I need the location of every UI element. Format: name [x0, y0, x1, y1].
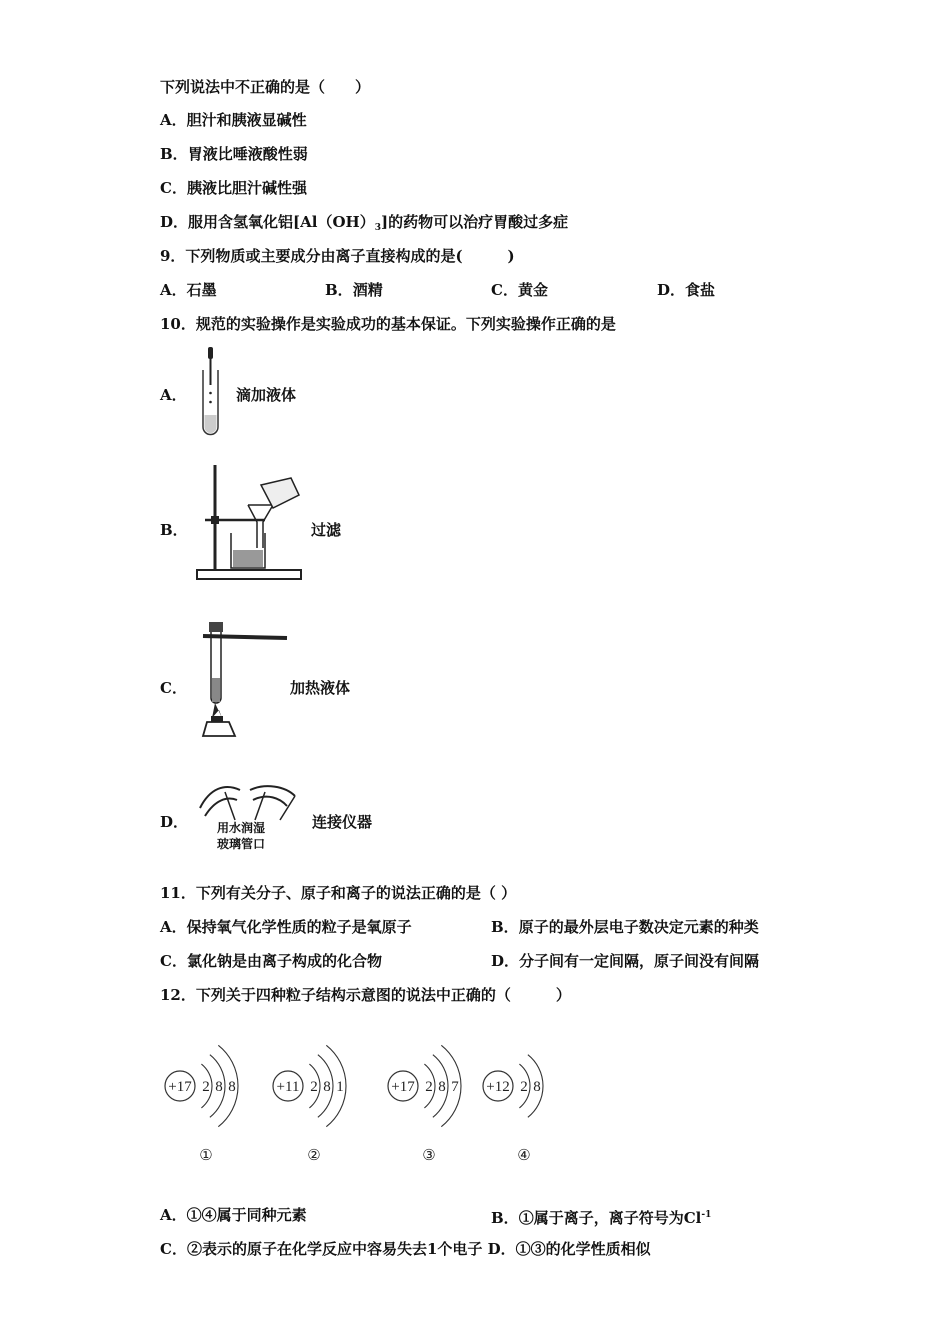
- superscript: -1: [701, 1210, 712, 1220]
- subscript: 3: [374, 223, 381, 233]
- connecting-tubes-icon: [195, 778, 305, 856]
- option-text: ①④属于同种元素: [186, 1206, 307, 1224]
- figure-caption: [217, 820, 265, 852]
- atom-diagram: [273, 1045, 346, 1164]
- q12-option-b[interactable]: [491, 1205, 711, 1228]
- electron-count: 2: [202, 1079, 210, 1095]
- diagram-number: ④: [517, 1148, 531, 1164]
- q10-option-a-text: 滴加液体: [236, 386, 297, 404]
- q11-option-c[interactable]: [160, 951, 382, 971]
- electron-count: 7: [451, 1079, 459, 1095]
- diagram-number: ②: [307, 1148, 321, 1164]
- option-text: 氯化钠是由离子构成的化合物: [186, 952, 382, 970]
- option-text: 胃液比唾液酸性弱: [187, 145, 308, 163]
- atom-diagram: [165, 1045, 238, 1164]
- option-label: C．: [160, 952, 187, 970]
- option-label: B．: [491, 918, 519, 936]
- option-text: ①③的化学性质相似: [515, 1240, 651, 1258]
- particle-structure-diagrams: [155, 1030, 575, 1170]
- option-label: D．: [491, 952, 520, 970]
- option-text: 胰液比胆汁碱性强: [186, 179, 307, 197]
- option-text: 胆汁和胰液显碱性: [186, 111, 307, 129]
- q12-option-cd[interactable]: [160, 1239, 651, 1259]
- q11-option-a[interactable]: [160, 917, 412, 937]
- option-label: D．: [160, 213, 189, 231]
- caption-line: 用水润湿: [217, 821, 266, 835]
- q11-option-d[interactable]: [491, 951, 759, 971]
- q10-option-d-text: 连接仪器: [312, 813, 373, 831]
- electron-count: 8: [533, 1079, 541, 1095]
- nucleus-charge: +17: [168, 1079, 192, 1095]
- q12-option-a[interactable]: [160, 1205, 307, 1225]
- q9-option-c[interactable]: [491, 280, 548, 300]
- q8-option-d[interactable]: [160, 212, 568, 238]
- q10-option-d-label[interactable]: D．: [160, 813, 189, 831]
- q10-option-a-label[interactable]: A．: [160, 386, 187, 404]
- q10-option-b-label[interactable]: B．: [160, 521, 188, 539]
- q8-option-b[interactable]: [160, 144, 308, 164]
- heating-test-tube-icon: [195, 618, 290, 743]
- option-label: D．: [487, 1240, 516, 1258]
- q8-stem: 下列说法中不正确的是（ ）: [160, 78, 371, 96]
- q12-stem: 12．下列关于四种粒子结构示意图的说法中正确的（ ）: [160, 986, 571, 1004]
- q10-option-c-label[interactable]: C．: [160, 679, 187, 697]
- option-text: 保持氧气化学性质的粒子是氧原子: [186, 918, 412, 936]
- option-text: ②表示的原子在化学反应中容易失去1个电子: [186, 1240, 483, 1258]
- electron-count: 8: [228, 1079, 236, 1095]
- option-label: C．: [160, 1240, 187, 1258]
- electron-count: 2: [520, 1079, 528, 1095]
- option-label: C．: [491, 281, 518, 299]
- q9-stem: 9．下列物质或主要成分由离子直接构成的是( ): [160, 247, 515, 265]
- option-label: A．: [160, 1206, 187, 1224]
- caption-line: 玻璃管口: [217, 837, 266, 851]
- electron-count: 8: [215, 1079, 223, 1095]
- option-label: A．: [160, 281, 187, 299]
- option-label: B．: [491, 1209, 519, 1227]
- nucleus-charge: +11: [276, 1079, 300, 1095]
- option-text: 分子间有一定间隔，原子间没有间隔: [519, 952, 760, 970]
- q9-option-d[interactable]: [657, 280, 715, 300]
- option-text: ]的药物可以治疗胃酸过多症: [380, 213, 569, 231]
- diagram-number: ③: [422, 1148, 436, 1164]
- option-text: 酒精: [352, 281, 383, 299]
- q10-stem: 10．规范的实验操作是实验成功的基本保证。下列实验操作正确的是: [160, 315, 616, 333]
- electron-count: 2: [310, 1079, 318, 1095]
- option-text: 原子的最外层电子数决定元素的种类: [518, 918, 759, 936]
- q11-option-b[interactable]: [491, 917, 759, 937]
- nucleus-charge: +12: [486, 1079, 510, 1095]
- option-text: 服用含氢氧化铝[Al（OH）: [188, 213, 375, 231]
- option-text: 食盐: [685, 281, 716, 299]
- nucleus-charge: +17: [391, 1079, 415, 1095]
- electron-count: 2: [425, 1079, 433, 1095]
- option-text: ①属于离子，离子符号为Cl: [518, 1209, 702, 1227]
- diagram-number: ①: [199, 1148, 213, 1164]
- option-label: A．: [160, 918, 187, 936]
- dropper-test-tube-icon: [195, 345, 230, 440]
- electron-count: 8: [323, 1079, 331, 1095]
- atom-diagram: [483, 1055, 543, 1164]
- electron-count: 8: [438, 1079, 446, 1095]
- option-text: 黄金: [517, 281, 548, 299]
- atom-diagram: [388, 1045, 461, 1164]
- option-label: D．: [657, 281, 686, 299]
- q8-option-a[interactable]: [160, 110, 307, 130]
- q11-stem: 11．下列有关分子、原子和离子的说法正确的是（ ）: [160, 884, 517, 902]
- q9-option-b[interactable]: [325, 280, 383, 300]
- q8-option-c[interactable]: [160, 178, 307, 198]
- q10-option-b-text: 过滤: [311, 521, 342, 539]
- q10-option-c-text: 加热液体: [290, 679, 351, 697]
- option-label: C．: [160, 179, 187, 197]
- option-label: A．: [160, 111, 187, 129]
- filtration-apparatus-icon: [193, 460, 308, 585]
- q9-option-a[interactable]: [160, 280, 217, 300]
- electron-count: 1: [336, 1079, 344, 1095]
- option-label: B．: [160, 145, 188, 163]
- option-label: B．: [325, 281, 353, 299]
- option-text: 石墨: [186, 281, 217, 299]
